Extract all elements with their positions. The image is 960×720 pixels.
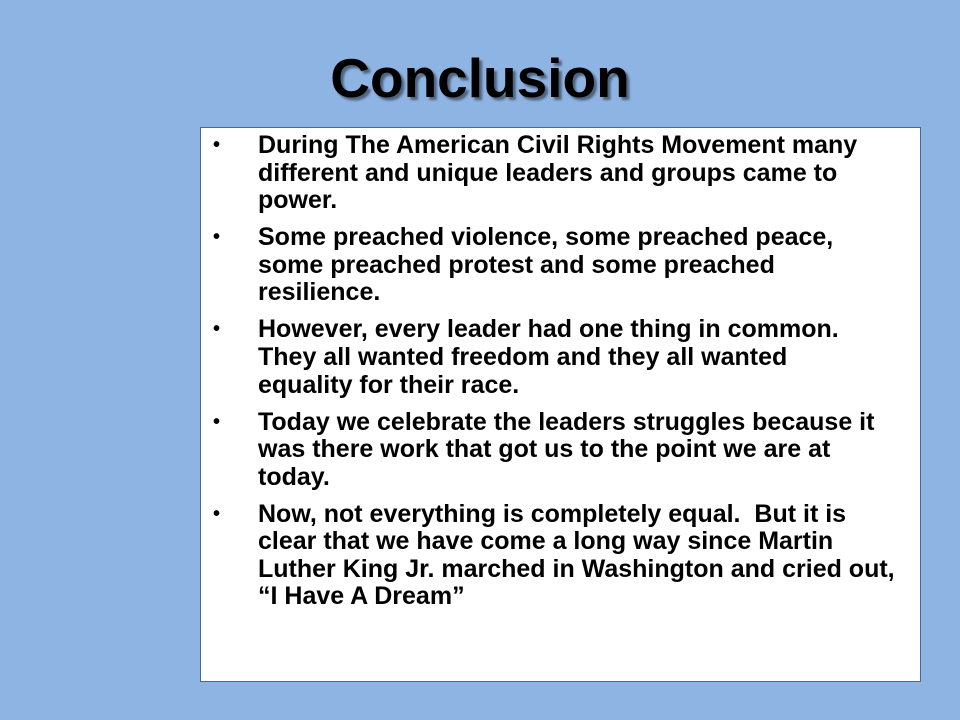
bullet-item <box>201 132 920 215</box>
bullet-line: “I Have A Dream” <box>258 582 465 611</box>
bullet-line: some preached protest and some preached <box>258 250 775 279</box>
content-box <box>200 127 921 682</box>
slide-title: Conclusion <box>330 47 630 109</box>
bullet-text <box>258 316 920 399</box>
bullet-list <box>201 132 920 611</box>
bullet-line: resilience. <box>258 278 381 307</box>
bullet-line: today. <box>258 462 330 491</box>
bullet-item <box>201 316 920 399</box>
bullet-text <box>258 501 920 611</box>
bullet-line: During The American Civil Rights Movement many <box>258 131 858 159</box>
bullet-line: clear that we have come a long way since Martin <box>258 527 834 556</box>
bullet-text <box>258 409 920 492</box>
bullet-line: equality for their race. <box>258 370 520 399</box>
bullet-line: However, every leader had one thing in common. <box>258 315 839 344</box>
bullet-icon: • <box>213 318 221 341</box>
bullet-icon: • <box>213 502 221 525</box>
bullet-line: Some preached violence, some preached peace, <box>258 223 834 252</box>
bullet-line: power. <box>258 186 338 215</box>
bullet-line: different and unique leaders and groups came to <box>258 158 838 187</box>
bullet-line: They all wanted freedom and they all wanted <box>258 342 788 371</box>
bullet-text <box>258 132 920 215</box>
bullet-icon: • <box>213 134 221 156</box>
bullet-line: Today we celebrate the leaders struggles because it <box>258 407 875 436</box>
bullet-text <box>258 224 920 307</box>
bullet-icon: • <box>213 226 221 249</box>
bullet-item <box>201 224 920 307</box>
bullet-item <box>201 409 920 492</box>
bullet-line: was there work that got us to the point we are at <box>258 435 831 464</box>
bullet-line: Luther King Jr. marched in Washington and cried out, <box>258 554 895 583</box>
bullet-item <box>201 501 920 611</box>
bullet-icon: • <box>213 410 221 433</box>
bullet-line: Now, not everything is completely equal. But it is <box>258 499 847 528</box>
